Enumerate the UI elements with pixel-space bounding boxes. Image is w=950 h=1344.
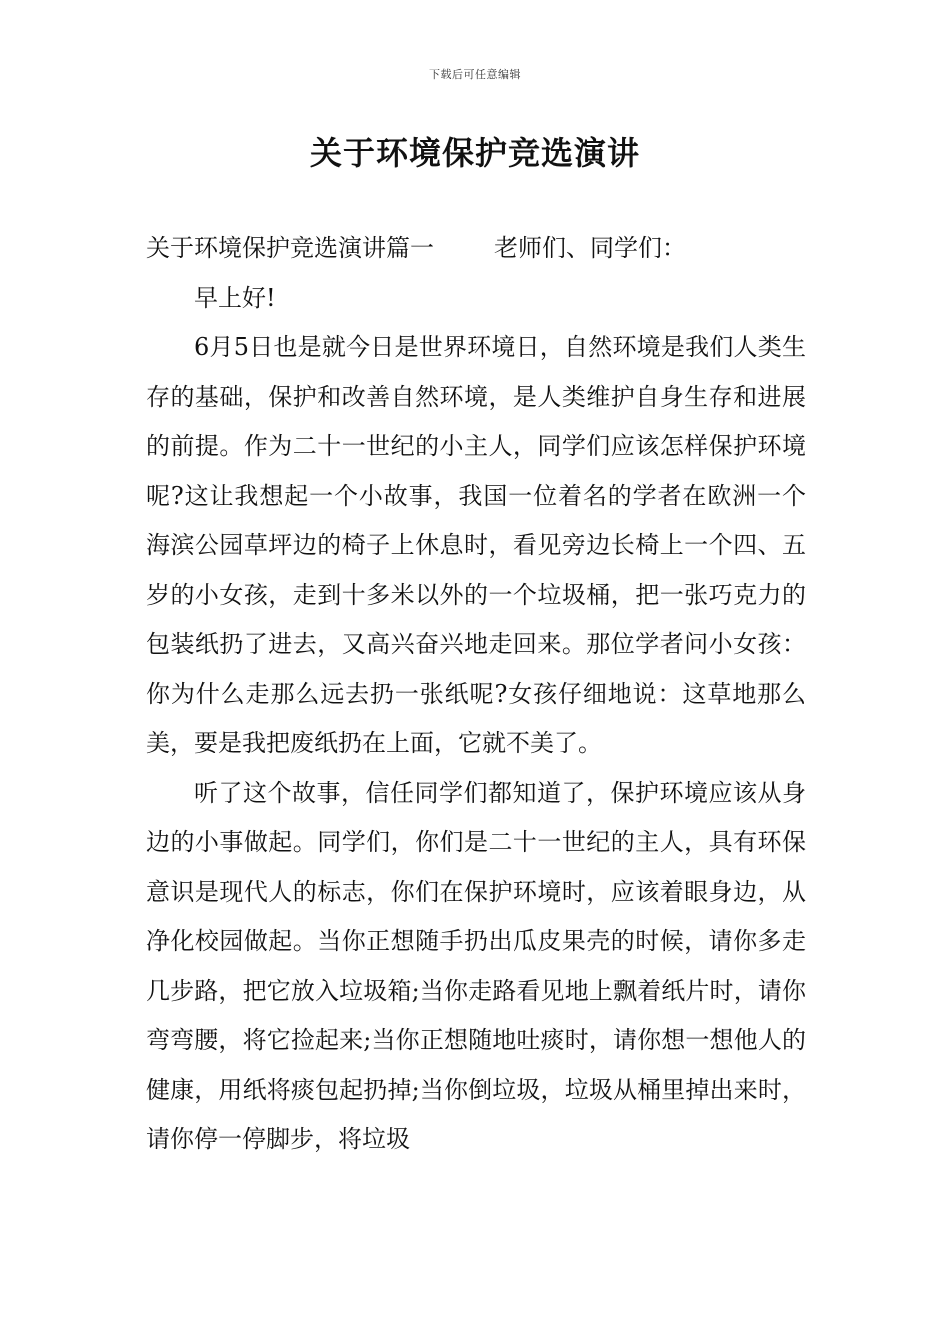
- intro-line: [146, 224, 806, 274]
- document-body: [146, 224, 806, 1165]
- section-title: 关于环境保护竞选演讲篇一: [146, 234, 434, 262]
- salutation: 老师们、同学们：: [494, 234, 686, 262]
- paragraph-story: 6月5日也是就今日是世界环境日，自然环境是我们人类生存的基础，保护和改善自然环境，是人类维护自身生存和进展的前提。作为二十一世纪的小主人，同学们应该怎样保护环境呢?这让我想起一个小故事，我国一位着名的学者在欧洲一个海滨公园草坪边的椅子上休息时，看见旁边长椅上一个四、五岁的小女孩，走到十多米以外的一个垃圾桶，把一张巧克力的包装纸扔了进去，又高兴奋兴地走回来。那位学者问小女孩：你为什么走那么远去扔一张纸呢?女孩仔细地说：这草地那么美，要是我把废纸扔在上面，它就不美了。: [146, 333, 806, 757]
- header-note: 下载后可任意编辑: [429, 68, 521, 81]
- paragraph-call-to-action: 听了这个故事，信任同学们都知道了，保护环境应该从身边的小事做起。同学们，你们是二十一世纪的主人，具有环保意识是现代人的标志，你们在保护环境时，应该着眼身边，从净化校园做起。当你正想随手扔出瓜皮果壳的时候，请你多走几步路，把它放入垃圾箱;当你走路看见地上飘着纸片时，请你弯弯腰，将它捡起来;当你正想随地吐痰时，请你想一想他人的健康，用纸将痰包起扔掉;当你倒垃圾，垃圾从桶里掉出来时，请你停一停脚步，将垃圾: [146, 778, 806, 1153]
- document-title: 关于环境保护竞选演讲: [309, 134, 640, 172]
- paragraph-greeting: 早上好!: [194, 283, 276, 312]
